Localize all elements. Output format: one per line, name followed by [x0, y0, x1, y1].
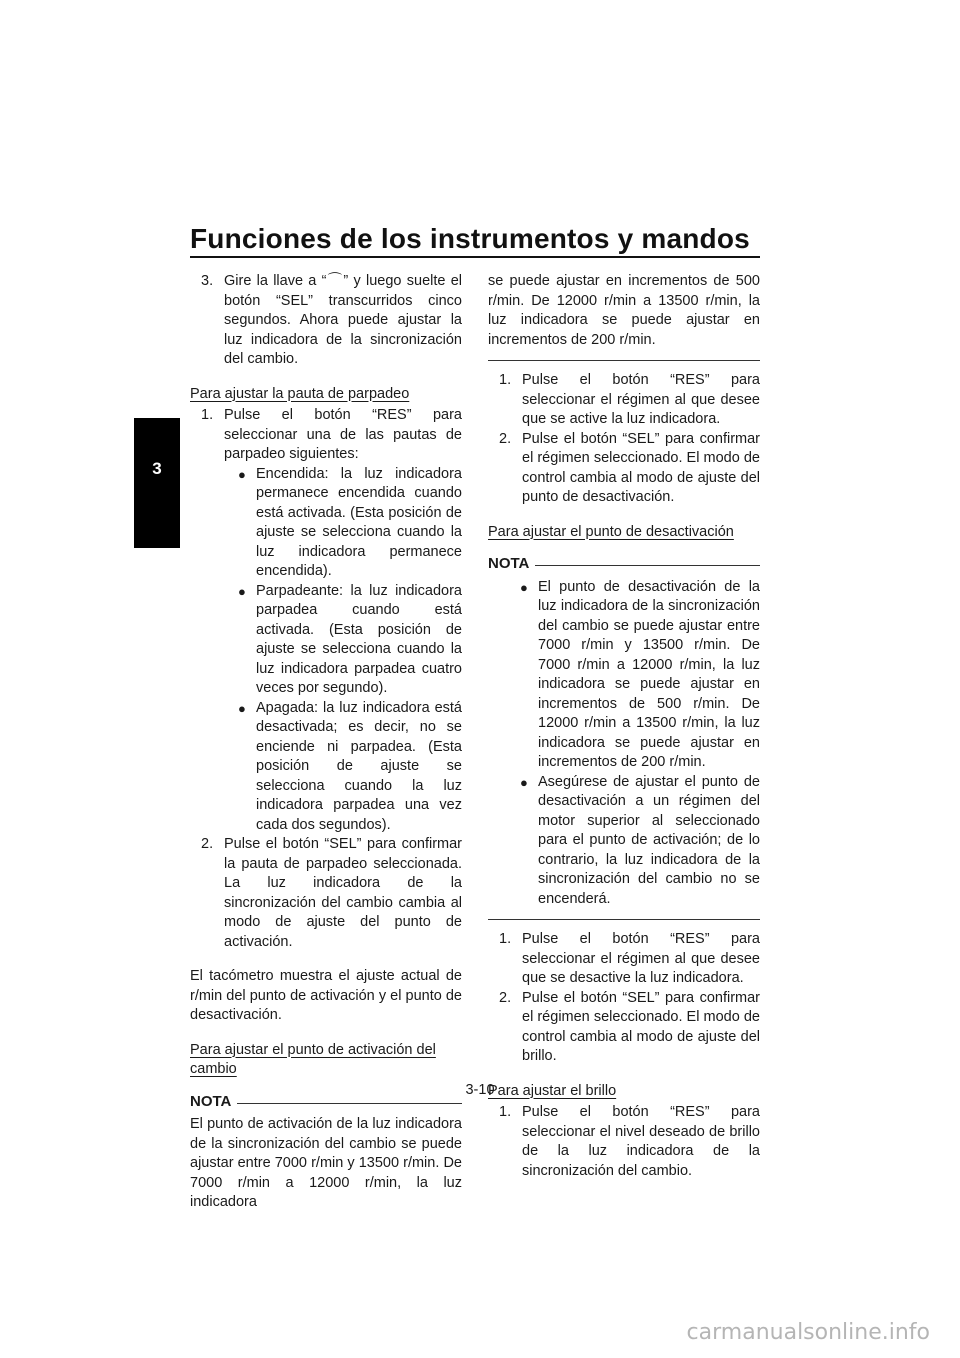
step-text: Pulse el botón “RES” para seleccionar el régimen al que desee que se desactive la luz indicadora. — [522, 931, 760, 986]
bullet-icon: ● — [238, 583, 246, 599]
section-heading-blink: Para ajustar la pauta de parpadeo — [190, 385, 410, 402]
step-number: 2. — [201, 836, 214, 852]
nota-end-rule — [488, 919, 760, 920]
bullet-item — [238, 465, 462, 582]
step-text: Pulse el botón “RES” para seleccionar el régimen al que desee que se active la luz indicadora. — [522, 372, 760, 427]
bullet-icon: ● — [238, 700, 246, 716]
step-number: 1. — [201, 407, 214, 423]
step-text: Gire la llave a “⌒” y luego suelte el botón “SEL” transcurridos cinco segundos. Ahora puede ajustar la luz indicadora de la sincronización del cambio. — [224, 273, 462, 367]
step-item — [190, 406, 462, 465]
section-heading-activation: Para ajustar el punto de activación del cambio — [190, 1041, 436, 1077]
tachometer-paragraph: El tacómetro muestra el ajuste actual de r/min del punto de activación y el punto de desactivación. — [190, 968, 462, 1023]
bullet-icon: ● — [238, 466, 246, 482]
step-text: Pulse el botón “SEL” para confirmar el régimen seleccionado. El modo de control cambia al modo de ajuste del brillo. — [522, 989, 760, 1064]
nota-rule — [237, 1103, 462, 1104]
step-item — [190, 835, 462, 952]
step-item — [488, 989, 760, 1067]
step-text: Pulse el botón “RES” para seleccionar una de las pautas de parpadeo siguientes: — [224, 407, 462, 462]
bullet-icon: ● — [520, 774, 528, 790]
bullet-item — [238, 582, 462, 699]
step-number: 2. — [499, 430, 512, 447]
title-underline — [190, 256, 760, 258]
step-number: 1. — [499, 372, 512, 388]
chapter-tab — [134, 418, 180, 548]
bullet-text: El punto de desactivación de la luz indicadora de la sincronización del cambio se puede ajustar entre 7000 r/min y 13500 r/min. De 7000 r/min a 12000 r/min, la luz indicadora se puede ajustar en incrementos de 500 r/min. De 12000 r/min a 13500 r/min, la luz indicadora se puede ajustar en incrementos de 200 r/min. — [538, 578, 760, 770]
bullet-text: Parpadeante: la luz indicadora parpadea cuando está activada. (Esta posición de ajuste se selecciona cuando la luz indicadora parpadea cuatro veces por segundo). — [256, 582, 462, 696]
nota-text: El punto de activación de la luz indicadora de la sincronización del cambio se puede ajustar entre 7000 r/min y 13500 r/min. De 7000 r/min a 12000 r/min, la luz indicadora — [190, 1116, 462, 1210]
nota-rule — [535, 565, 760, 566]
nota-label: NOTA — [488, 555, 530, 572]
step-text: Pulse el botón “RES” para seleccionar el nivel deseado de brillo de la luz indicadora de la sincronización del cambio. — [522, 1104, 760, 1179]
step-item — [488, 1103, 760, 1181]
chapter-number: 3 — [152, 459, 162, 478]
step-item — [190, 272, 462, 370]
bullet-text: Apagada: la luz indicadora está desactivada; es decir, no se enciende ni parpadea. (Esta posición de ajuste se selecciona cuando la luz indicadora parpadea una vez cada dos segundos). — [256, 699, 462, 833]
bullet-text: Encendida: la luz indicadora permanece encendida cuando está activada. (Esta posición de ajuste se selecciona cuando la luz indicadora permanece encendida). — [256, 465, 462, 579]
bullet-item — [520, 773, 760, 910]
step-text: Pulse el botón “SEL” para confirmar el régimen seleccionado. El modo de control cambia al modo de ajuste del punto de desactivación. — [522, 430, 760, 505]
bullet-item — [520, 578, 760, 773]
step-number: 1. — [499, 1104, 512, 1120]
step-text: Pulse el botón “SEL” para confirmar la pauta de parpadeo seleccionada. La luz indicadora de la sincronización del cambio cambia al modo de ajuste del punto de activación. — [224, 836, 462, 950]
step-number: 2. — [499, 989, 512, 1006]
step-number: 1. — [499, 931, 512, 947]
watermark: carmanualsonline.info — [686, 1320, 930, 1345]
section-heading-deactivation: Para ajustar el punto de desactivación — [488, 523, 734, 540]
nota-end-rule — [488, 360, 760, 361]
page-title: Funciones de los instrumentos y mandos — [190, 223, 750, 254]
page-number: 3-10 — [465, 1082, 495, 1098]
step-item — [488, 930, 760, 989]
bullet-item — [238, 699, 462, 836]
step-number: 3. — [201, 273, 214, 289]
right-column — [488, 272, 760, 1181]
bullet-text: Asegúrese de ajustar el punto de desactivación a un régimen del motor superior al seleccionado para el punto de activación; de lo contrario, la luz indicadora de la sincronización del cambio no se encenderá. — [538, 773, 760, 907]
step-item — [488, 371, 760, 430]
section-heading-brightness: Para ajustar el brillo — [488, 1082, 617, 1099]
nota-text-continued: se puede ajustar en incrementos de 500 r/min. De 12000 r/min a 13500 r/min, la luz indicadora se puede ajustar en incrementos de 200 r/min. — [488, 273, 760, 348]
step-item — [488, 430, 760, 508]
nota-header — [488, 554, 760, 574]
nota-label: NOTA — [190, 1092, 232, 1110]
bullet-icon: ● — [520, 579, 528, 595]
